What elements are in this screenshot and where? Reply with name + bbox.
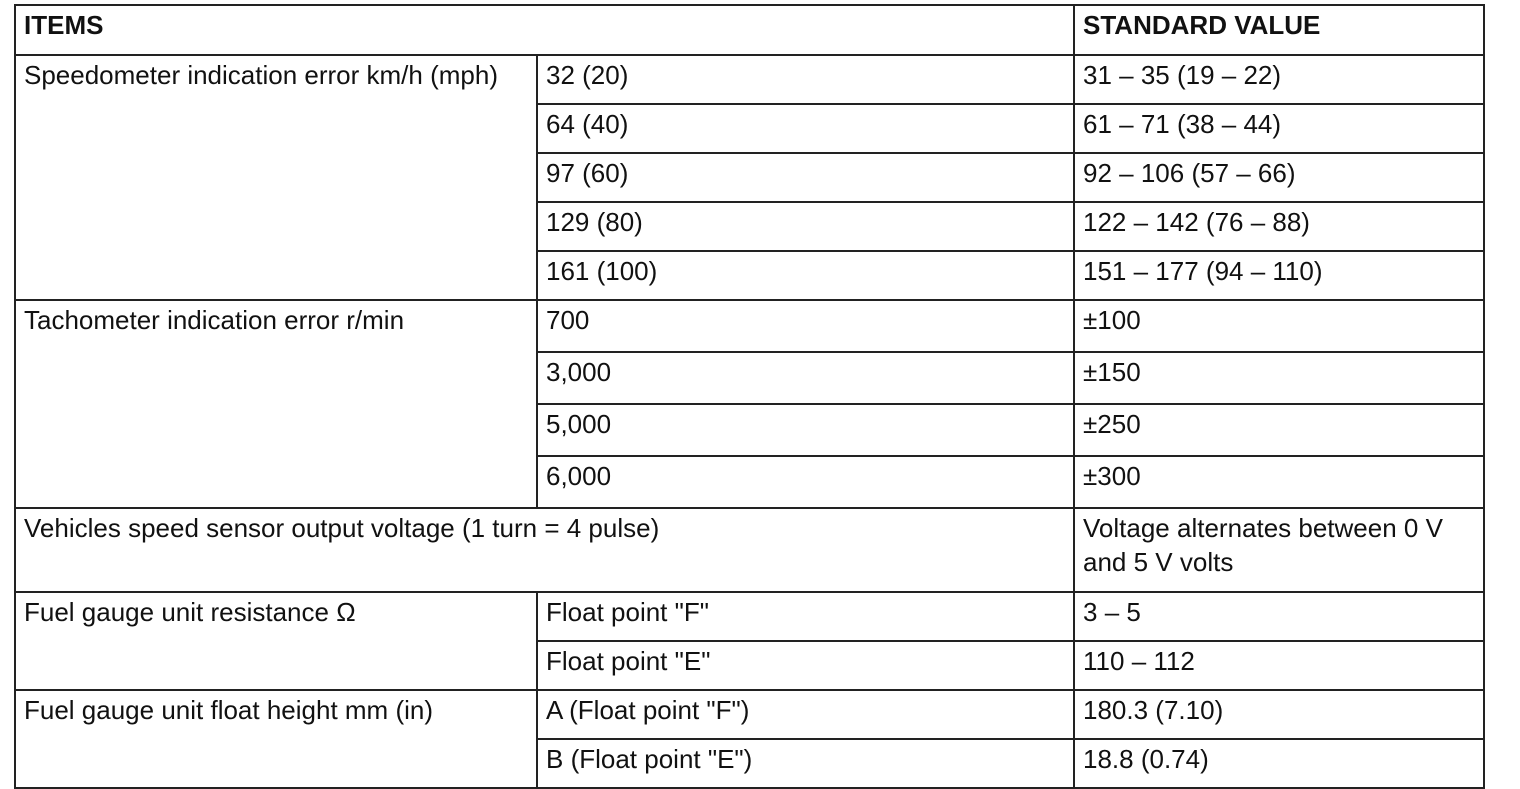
speedometer-value: 151 – 177 (94 – 110) xyxy=(1074,251,1484,300)
fuel-gauge-resistance-value: 110 – 112 xyxy=(1074,641,1484,690)
speedometer-value: 92 – 106 (57 – 66) xyxy=(1074,153,1484,202)
fuel-gauge-resistance-item: Fuel gauge unit resistance Ω xyxy=(15,592,537,690)
tachometer-value: ±150 xyxy=(1074,352,1484,404)
tachometer-value: ±250 xyxy=(1074,404,1484,456)
fuel-gauge-float-height-condition: B (Float point "E") xyxy=(537,739,1074,788)
speedometer-value: 61 – 71 (38 – 44) xyxy=(1074,104,1484,153)
tachometer-condition: 3,000 xyxy=(537,352,1074,404)
fuel-gauge-resistance-condition: Float point "F" xyxy=(537,592,1074,641)
fuel-gauge-float-height-value: 18.8 (0.74) xyxy=(1074,739,1484,788)
header-row xyxy=(15,5,1484,55)
header-items: ITEMS xyxy=(15,5,1074,55)
speedometer-value: 122 – 142 (76 – 88) xyxy=(1074,202,1484,251)
fuel-gauge-float-height-value: 180.3 (7.10) xyxy=(1074,690,1484,739)
fuel-gauge-float-height-condition: A (Float point "F") xyxy=(537,690,1074,739)
tachometer-condition: 5,000 xyxy=(537,404,1074,456)
table-row xyxy=(15,55,1484,104)
speedometer-value: 31 – 35 (19 – 22) xyxy=(1074,55,1484,104)
table-row xyxy=(15,300,1484,352)
speedometer-condition: 97 (60) xyxy=(537,153,1074,202)
vehicle-speed-sensor-item: Vehicles speed sensor output voltage (1 turn = 4 pulse) xyxy=(15,508,1074,592)
speedometer-condition: 129 (80) xyxy=(537,202,1074,251)
fuel-gauge-resistance-value: 3 – 5 xyxy=(1074,592,1484,641)
fuel-gauge-float-height-item: Fuel gauge unit float height mm (in) xyxy=(15,690,537,788)
tachometer-value: ±300 xyxy=(1074,456,1484,508)
vehicle-speed-sensor-value: Voltage alternates between 0 V and 5 V volts xyxy=(1074,508,1484,592)
tachometer-condition: 6,000 xyxy=(537,456,1074,508)
table-row xyxy=(15,690,1484,739)
specification-table xyxy=(14,4,1485,789)
speedometer-condition: 64 (40) xyxy=(537,104,1074,153)
fuel-gauge-resistance-condition: Float point "E" xyxy=(537,641,1074,690)
table-row xyxy=(15,508,1484,592)
tachometer-value: ±100 xyxy=(1074,300,1484,352)
table-row xyxy=(15,592,1484,641)
tachometer-condition: 700 xyxy=(537,300,1074,352)
header-standard-value: STANDARD VALUE xyxy=(1074,5,1484,55)
speedometer-item: Speedometer indication error km/h (mph) xyxy=(15,55,537,300)
tachometer-item: Tachometer indication error r/min xyxy=(15,300,537,508)
speedometer-condition: 32 (20) xyxy=(537,55,1074,104)
speedometer-condition: 161 (100) xyxy=(537,251,1074,300)
